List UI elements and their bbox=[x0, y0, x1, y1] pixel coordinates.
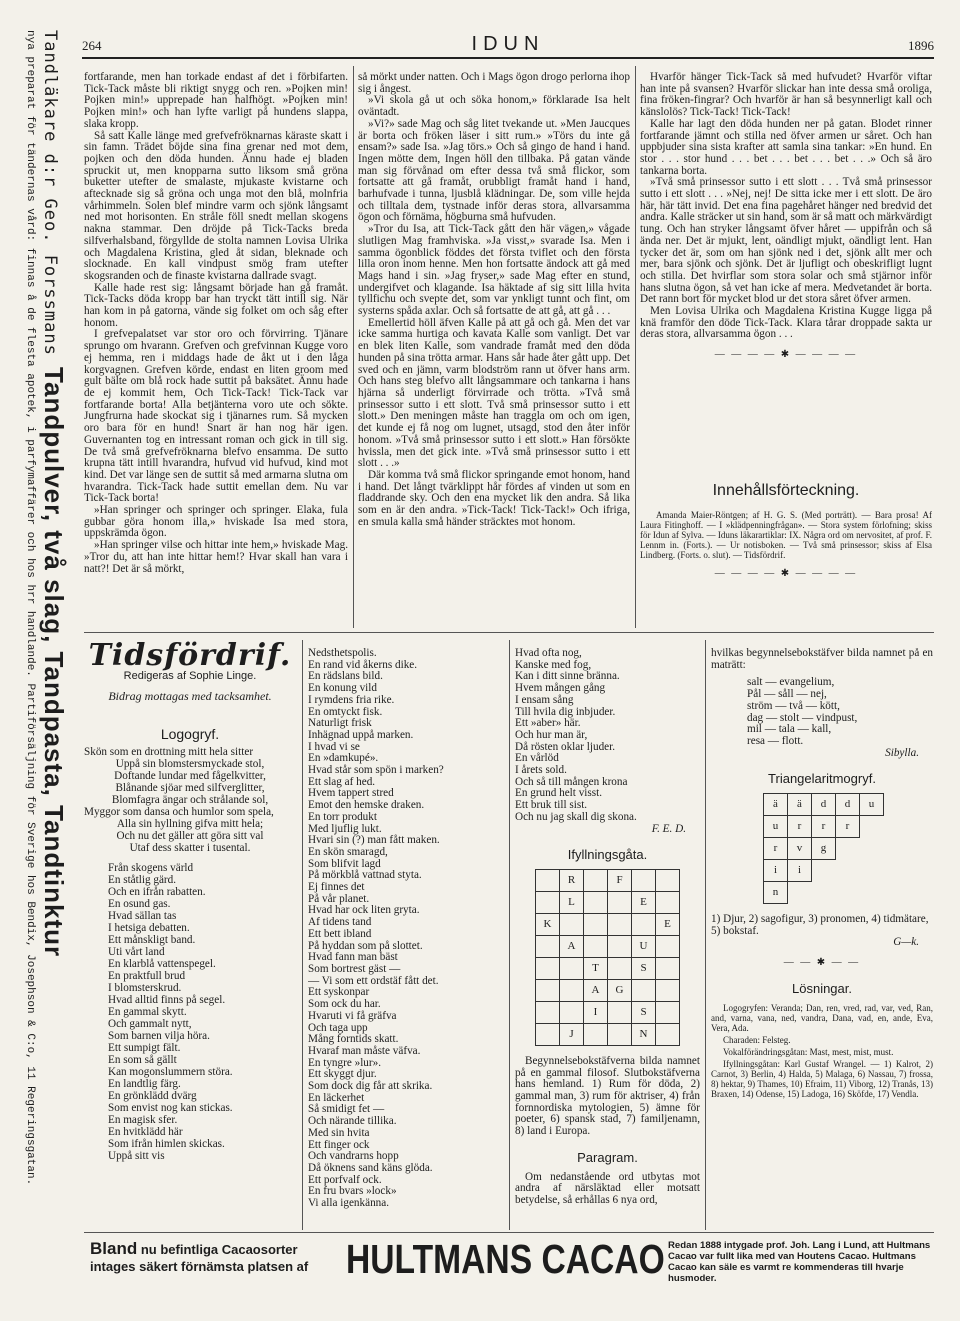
paragraph: »Två små prinsessor sutto i ett slott . . . Två små prinsessor sutto i ett slott . . . »Nej, nej! De sitta icke mer i ett slott. De äro här, här tätt invid. Det ena fina pagehåret hänger ned bredvid det andra. Kalle sträcker ut sin hand, som är så matt och märkvärdigt tung. Och han stryker långsamt öfver håret — uppifrån och så ända ner. Det är mjukt, lent, oändligt mjukt, oändligt lent. Han tycker det är, som om han sjönk ned i det, sjönk allt mer och mer, bara sjönk och sjönk. Det är ljufligt och obeskrifligt lugnt och stilla. Det hvirflar som stora solar och små stjärnor inför hans slutna ögon, så vet han icke af mera. Medvetandet är borta. Det rann bort för mycket blod ur det stora såret öfver armen. bbox=[640, 176, 932, 306]
grid-cell bbox=[656, 869, 680, 891]
page-year: 1896 bbox=[908, 38, 934, 53]
grid-row bbox=[764, 882, 884, 904]
paragraph: fortfarande, men han torkade endast af det i förbifarten. Tick-Tack måste bli riktigt snygg och ren. »Pojken min! Pojken min!» upprepade han halfhögt. »Pojken min! Pojken min!» och han lyfte varligt på hundens slappa, slaka kropp. bbox=[84, 72, 348, 130]
grid-cell: d bbox=[812, 794, 836, 816]
poem-line: Hvad står som spön i marken? bbox=[308, 764, 444, 777]
grid-row bbox=[764, 794, 884, 816]
column-rule bbox=[705, 640, 706, 1230]
poem-line: Så smidigt fet — bbox=[308, 1103, 385, 1116]
grid-cell: r bbox=[764, 838, 788, 860]
poem-line: En magisk sfer. bbox=[108, 1114, 178, 1126]
section-rule bbox=[84, 632, 934, 633]
paragraph: Kalle hade rest sig: långsamt började han gå framåt. Tick-Tacks döda kropp bar han tryckt tätt intill sig. När han kom in på gatorna, vände sig folket om och såg efter honom. bbox=[84, 281, 348, 329]
grid-row bbox=[764, 838, 884, 860]
grid-cell: N bbox=[632, 1023, 656, 1045]
poem-line: En grund helt visst. bbox=[515, 787, 603, 800]
poem-line: Som bortrest gäst — bbox=[308, 962, 401, 975]
poem-line: Hvad sällan tas bbox=[108, 910, 177, 922]
poem-line: Hvad har ock liten gryta. bbox=[308, 904, 420, 917]
cacao-ad-right: Redan 1888 intygade prof. Joh. Lang i Lund, att Hultmans Cacao var fullt lika med van Houtens Cacao. Hultmans Cacao kan säle es varmt re kommenderas till hvarje husmoder. bbox=[668, 1240, 931, 1284]
poem-line: I rymdens fria rike. bbox=[308, 693, 395, 706]
grid-cell bbox=[536, 891, 560, 913]
poem-line: Af tidens tand bbox=[308, 916, 372, 929]
word-line: ström — två — kött, bbox=[747, 699, 840, 712]
paragram-intro: hvilkas begynnelsebokstäfver bilda namnet på en maträtt: bbox=[711, 648, 933, 671]
paragraph: Men Lovisa Ulrika och Magdalena Kristina Kugge ligga på knä framför den döde Tick-Tack. Klara tårar droppade sakta ur deras stora, allvarsamma ögon . . . bbox=[640, 305, 932, 341]
poem-line: Kan i ditt sinne bränna. bbox=[515, 670, 620, 683]
paragraph: »Vi?» sade Mag och såg litet tvekande ut. »Men Jaucques är borta och fröken läser i sitt rum.» »Törs du inte gå ensam?» sade Isa. »Jag törs.» Och så gingo de hand i hand. Ingen mötte dem, Ingen höll den tillbaka. På gatan vände man sig förvånad om efter dessa två små flickor, som fortsatte att gå framåt, orubbligt framåt hand i hand, barhufvade i tunna, ljusblå klädningar. De, som ville hejda och tilltala dem, tystnade inför deras stora, allvarsamma ögon och förnäma, högburna små hufvuden. bbox=[358, 117, 630, 224]
poem-line: En fru bvars »lock» bbox=[308, 1185, 397, 1198]
poem-line: Ett månskligt band. bbox=[108, 934, 196, 946]
poem-line: Och vandrarns hopp bbox=[308, 1150, 399, 1163]
grid-cell bbox=[608, 891, 632, 913]
grid-cell bbox=[656, 891, 680, 913]
poem-line: Kan mogonslummern störa. bbox=[108, 1066, 233, 1078]
poem-line: Ett skyggt djur. bbox=[308, 1068, 377, 1081]
poem-line: Naturligt frisk bbox=[308, 717, 372, 730]
divider-ornament: — — ✱ — — bbox=[783, 957, 861, 969]
side-ad-headline: Tandläkare d:r Geo. Forssmans Tandpulver, två slag, Tandpasta, Tandtinktur bbox=[39, 30, 70, 958]
poem-line: Hvad fann man bäst bbox=[308, 951, 398, 964]
grid-cell bbox=[536, 869, 560, 891]
grid-cell bbox=[656, 957, 680, 979]
poem-line: Ett »aber» här. bbox=[515, 717, 581, 730]
poem-line: En tyngre »lur». bbox=[308, 1056, 382, 1069]
grid-cell bbox=[584, 1023, 608, 1045]
grid-cell: n bbox=[764, 882, 788, 904]
poem-line: Alla sin hyllning gifva mitt hela; bbox=[116, 818, 264, 830]
triangel-clue: 1) Djur, 2) sagofigur, 3) pronomen, 4) tidmätare, 5) bokstaf. bbox=[711, 913, 929, 937]
poem-line: Som ifrån himlen skickas. bbox=[108, 1138, 225, 1150]
grid-cell: r bbox=[788, 816, 812, 838]
grid-cell bbox=[608, 1001, 632, 1023]
poem-line: I hvad vi se bbox=[308, 740, 360, 753]
grid-cell: ä bbox=[788, 794, 812, 816]
grid-cell bbox=[608, 957, 632, 979]
paragraph: »Vi skola gå ut och söka honom,» förklarade Isa helt oväntadt. bbox=[358, 94, 630, 119]
poem-line: I årets sold. bbox=[515, 764, 567, 777]
grid-cell: u bbox=[860, 794, 884, 816]
poem-line: — Vi som ett ordstäf fått det. bbox=[308, 974, 439, 987]
column-rule bbox=[302, 640, 303, 1230]
poem-line: Och hur man är, bbox=[515, 728, 588, 741]
table-of-contents bbox=[640, 482, 932, 579]
poem-line: Och gammalt nytt, bbox=[108, 1018, 192, 1030]
grid-cell bbox=[860, 860, 884, 882]
poem-line: En rand vid åkerns dike. bbox=[308, 658, 418, 671]
grid-row bbox=[764, 860, 884, 882]
grid-cell bbox=[536, 1023, 560, 1045]
grid-cell bbox=[584, 891, 608, 913]
grid-cell: T bbox=[584, 957, 608, 979]
poem-line: Vi alla igenkänna. bbox=[308, 1197, 390, 1210]
paragraph: så mörkt under natten. Och i Mags ögon drogo perlorna ihop sig i ångest. bbox=[358, 72, 630, 95]
paragram-text: Om nedanstående ord utbytas mot andra af närsläktad eller motsatt betydelse, så erhållas 6 nya ord, bbox=[515, 1170, 700, 1206]
grid-cell bbox=[632, 869, 656, 891]
ifyllning-text: Begynnelsebokstäfverna bilda namnet på en gammal filosof. Slutbokstäfverna hans hemland. 1) Rum för döda, 2) gammal man, 3) rum för aktriser, 4) från fornnordiska mytologien, 5) ämne för poeter, 6) spansk stad, 7) familjenamn, 8) land i Europa. bbox=[515, 1054, 700, 1138]
logogryf-verses-continued bbox=[308, 648, 504, 1228]
word-line: Pål — såll — nej, bbox=[747, 688, 827, 701]
poem-line: En läckerhet bbox=[308, 1091, 365, 1104]
grid-cell bbox=[608, 935, 632, 957]
author-signature: F. E. D. bbox=[651, 822, 686, 835]
poem-line: Uppå sin blomstersmyckade stol, bbox=[115, 758, 265, 770]
poem-line: En gammal skytt. bbox=[108, 1006, 187, 1018]
grid-cell bbox=[860, 816, 884, 838]
poem-line: En ståtlig gärd. bbox=[108, 874, 177, 886]
grid-cell bbox=[860, 882, 884, 904]
grid-cell bbox=[584, 935, 608, 957]
grid-cell: E bbox=[656, 913, 680, 935]
grid-cell: i bbox=[764, 860, 788, 882]
poem-line: Kanske med fog, bbox=[515, 658, 592, 671]
grid-cell bbox=[560, 957, 584, 979]
grid-cell: ä bbox=[764, 794, 788, 816]
column-rule bbox=[509, 640, 510, 1230]
poem-line: En rädslans bild. bbox=[308, 670, 383, 683]
paragraph: »Han springer och springer och springer. Elaka, fula gubbar göra honom illa,» hviskade Isa med stora, uppskrämda ögon. bbox=[84, 504, 348, 540]
triangel-grid bbox=[763, 793, 884, 904]
poem-line: Hvari sin (?) man fått maken. bbox=[308, 834, 440, 847]
poem-line: Som ock du har. bbox=[308, 998, 381, 1011]
logogryf-verses bbox=[84, 862, 296, 1162]
logogryf-title: Logogryf. bbox=[160, 726, 220, 742]
poem-line: En skön smaragd, bbox=[308, 845, 388, 858]
poem-line: Hvaruti vi få gräfva bbox=[308, 1009, 397, 1022]
grid-cell bbox=[536, 979, 560, 1001]
grid-row bbox=[536, 1001, 680, 1023]
poem-line: Då öknens sand käns glöda. bbox=[308, 1161, 433, 1174]
grid-cell: g bbox=[812, 838, 836, 860]
grid-cell: J bbox=[560, 1023, 584, 1045]
grid-cell bbox=[632, 913, 656, 935]
section-editor: Redigeras af Sophie Linge. bbox=[123, 670, 257, 682]
poem-line: En torr produkt bbox=[308, 810, 377, 823]
tidsfordrif-section bbox=[84, 638, 296, 1162]
grid-cell: E bbox=[632, 891, 656, 913]
grid-cell: A bbox=[584, 979, 608, 1001]
paragraph: »Tror du Isa, att Tick-Tack gått den här vägen,» vågade slutligen Mag framhviska. »Ja visst,» svarade Isa. Men i samma ögonblick föddes det första tviflet och den första lilla oron inom henne. Men hon fortsatte ändock att gå med Mags hand i sin. »Jag fryser,» sade Mag efter en stund, undergifvet och klagande. Isa häktade af sig sitt lilla hvita tyllfichu och svepte det, som var ynkligt tunnt och fint, om systerns spåda axlar. Och så fortsatte de att gå, att gå . . . bbox=[358, 223, 630, 318]
poem-line: Ett slag af hed. bbox=[308, 775, 376, 788]
grid-cell: S bbox=[632, 957, 656, 979]
poem-line: Från skogens värld bbox=[108, 862, 194, 874]
grid-cell bbox=[560, 913, 584, 935]
grid-cell: A bbox=[560, 935, 584, 957]
ifyllning-title: Ifyllningsgåta. bbox=[567, 847, 648, 863]
poem-line: Som barnen vilja höra. bbox=[108, 1030, 210, 1042]
grid-cell: S bbox=[632, 1001, 656, 1023]
grid-cell bbox=[656, 1023, 680, 1045]
poem-line: Ett porfvalf ock. bbox=[308, 1173, 382, 1186]
poem-line: Som envist nog kan stickas. bbox=[108, 1102, 233, 1114]
paragraph: Kalle har lagt den döda hunden ner på gatan. Blodet rinner fortfarande jämnt och stilla ned öfver armen ur såret. Och han uppbjuder sina sista krafter att samla sina tankar: »En hund. En stor . . . stor hund . . . bet . . . bet . . . bet . . .» Och så äro tankarna borta. bbox=[640, 117, 932, 177]
grid-cell bbox=[656, 935, 680, 957]
logogryf-intro-poem bbox=[84, 746, 296, 854]
poem-line: Doftande lundar med fågelkvitter, bbox=[114, 770, 266, 782]
poem-line: Blomfagra ängar och strålande sol, bbox=[111, 794, 269, 806]
grid-cell: i bbox=[788, 860, 812, 882]
poem-line: Mång forntids skatt. bbox=[308, 1033, 399, 1046]
section-rule bbox=[84, 1232, 934, 1233]
grid-row bbox=[536, 913, 680, 935]
poem-line: Myggor som dansa och humlor som spela, bbox=[84, 806, 274, 818]
poem-line: I blomsterskrud. bbox=[108, 982, 182, 994]
poem-line: Hvem tappert stred bbox=[308, 787, 394, 800]
poem-line: Ett finger ock bbox=[308, 1138, 370, 1151]
poem-line: Ett bett ibland bbox=[308, 927, 372, 940]
puzzle-column bbox=[515, 648, 700, 1228]
poem-line: Uppå sitt vis bbox=[108, 1150, 165, 1162]
bottom-advertisement bbox=[84, 1236, 936, 1284]
article-column-1 bbox=[84, 72, 348, 627]
poem-line: På hyddan som på slottet. bbox=[308, 939, 423, 952]
side-ad-subline: nya preparat för tändernas vård: finnas å de flesta apotek, i parfymaffärer och hos hrr handlande. Partiförsäljning för Sverige hos Bendix, Josephson & C:o, 11 Regeringsgatan. bbox=[24, 30, 37, 1186]
poem-line: På vår planet. bbox=[308, 892, 370, 905]
word-line: mil — tala — kall, bbox=[747, 723, 832, 736]
solution-item: Charaden: Felsteg. bbox=[723, 1034, 791, 1045]
puzzle-column-right bbox=[711, 648, 933, 1228]
column-rule bbox=[635, 66, 636, 628]
grid-cell bbox=[860, 838, 884, 860]
poem-line: I hetsiga debatten. bbox=[108, 922, 190, 934]
triangel-title: Triangelaritmogryf. bbox=[768, 771, 876, 787]
grid-cell: F bbox=[608, 869, 632, 891]
poem-line: Ett sumpigt fält. bbox=[108, 1042, 181, 1054]
word-line: resa — flott. bbox=[747, 734, 804, 747]
poem-line: Som dock dig får att skrika. bbox=[308, 1080, 433, 1093]
grid-cell bbox=[836, 882, 860, 904]
author-signature: G—k. bbox=[893, 936, 919, 949]
poem-line: Som blifvit lagd bbox=[308, 857, 381, 870]
poem-line: Emot den hemske draken. bbox=[308, 799, 425, 812]
grid-cell: u bbox=[764, 816, 788, 838]
poem-line: Inhägnad uppå marken. bbox=[308, 728, 414, 741]
poem-line: Hvaraf man måste väfva. bbox=[308, 1044, 421, 1057]
grid-cell: K bbox=[536, 913, 560, 935]
poem-line: En konung vild bbox=[308, 682, 377, 695]
poem-line: Blånande sjöar med silfverglitter, bbox=[115, 782, 265, 794]
poem-line: Då rösten oklar ljuder. bbox=[515, 740, 616, 753]
article-column-2 bbox=[358, 72, 630, 627]
poem-line: En grönklädd dvärg bbox=[108, 1090, 197, 1102]
paragraph: I grefvepalatset var stor oro och förvirring. Tjänare sprungo om hvarann. Grefven och grefvinnan Kugge voro ej hemma, ren i middags hade de åkt ut i den låga korgvagnen. Grefven körde, endast en liten groom med gult bälte om blå rock hade suttit på baksätet. Ännu hade de ej kommit hem, Och Tick-Tack! Tick-Tack var fortfarande borta! Alla betjänterna voro ute och sökte. Jungfrurna hade skockat sig i tjänarnes rum. Så mycken oro bara för en hund! Snart är han nog här igen. Guvernanten tog en intressant roman och gick in till sig. De två små grefvefröknarna blefvo ensamma. De sutto krupna tätt intill hvarandra, hufvud vid hufvud, kind mot kind. Det var länge sen de suttit så med armarna slutna om hvarandra. Tick-Tack hade suttit emellan dem. Nu var Tick-Tack borta! bbox=[84, 328, 348, 505]
grid-cell: d bbox=[836, 794, 860, 816]
divider-ornament: — — — — ✱ — — — — bbox=[714, 568, 858, 579]
paragraph: Där komma två små flickor springande emot honom, hand i hand. Det långt tvärklippt hår fördes af vinden ut som en fladdrande sky. Och den ena mycket lik den andra. Så lika som en är den andra. »Tick-Tack! Tick-Tack!» Och ifriga, en smula kalla små händer sträcktes mot honom. bbox=[358, 468, 630, 528]
grid-cell bbox=[788, 882, 812, 904]
grid-cell: v bbox=[788, 838, 812, 860]
grid-cell bbox=[560, 1001, 584, 1023]
poem-line: Och taga upp bbox=[308, 1021, 368, 1034]
word-line: salt — evangelium, bbox=[747, 676, 835, 689]
paragraph: »Han springer vilse och hittar inte hem,» hviskade Mag. »Tror du, att han inte hittar hem!? Hvar skall han vara i natt?! Det är så mörkt, bbox=[84, 539, 348, 575]
poem-line: Hvem mången gång bbox=[515, 682, 606, 695]
grid-row bbox=[536, 957, 680, 979]
cacao-ad-brand: HULTMANS CACAO bbox=[346, 1236, 665, 1282]
toc-title: Innehållsförteckning. bbox=[712, 482, 860, 499]
author-signature: Sibylla. bbox=[885, 746, 919, 759]
paragram-title: Paragram. bbox=[577, 1149, 638, 1165]
grid-cell bbox=[836, 860, 860, 882]
section-title: Tidsfördrif. bbox=[88, 638, 292, 673]
divider-ornament: — — — — ✱ — — — — bbox=[714, 349, 858, 361]
grid-cell bbox=[536, 935, 560, 957]
grid-row bbox=[536, 869, 680, 891]
poem-line: Och nu jag skall dig skona. bbox=[515, 810, 637, 823]
poem-line: Och en ifrån rabatten. bbox=[108, 886, 206, 898]
grid-cell: R bbox=[560, 869, 584, 891]
grid-cell bbox=[608, 1023, 632, 1045]
poem-line: En omtyckt fisk. bbox=[308, 705, 383, 718]
grid-cell: I bbox=[584, 1001, 608, 1023]
poem-line: Skön som en drottning mitt hela sitter bbox=[84, 746, 254, 758]
grid-cell: U bbox=[632, 935, 656, 957]
page-header bbox=[82, 35, 934, 59]
solution-item: Ifyllningsgåtan: Karl Gustaf Wrangel. — 1) Kalrot, 2) Carnot, 3) Berlin, 4) Halda, 5) Malaga, 6) Nassau, 7) frossa, 8) hektar, 9) Thames, 10) Efraim, 11) Viborg, 12) Tranås, 13) Braxen, 14) Odense, 15) Ladoga, 16) Sköfde, 17) Vendla. bbox=[711, 1058, 933, 1099]
grid-cell bbox=[836, 838, 860, 860]
poem-line: Hvad ofta nog, bbox=[515, 648, 582, 659]
grid-row bbox=[536, 935, 680, 957]
poem-line: Med sin hvita bbox=[308, 1126, 370, 1139]
poem-line: Hvad alltid finns på segel. bbox=[108, 994, 226, 1006]
toc-entry: Amanda Maier-Röntgen; af H. G. S. (Med porträtt). — Bara prosa! Af Laura Fitinghoff. — I »klädpenningfrågan». — Stora system förlofning; skiss för Idun af Sylva. — Iduns läkarartiklar: IX. Några ord om nervositet, af prof. F. Lennm in. (Forts.). — Ur notisboken. — Två små prinsessor; skiss af Elsa Lindberg. (Forts. o. slut). — Tidsfördrif. bbox=[640, 510, 932, 560]
poem-line: Ej finnes det bbox=[308, 881, 365, 894]
grid-cell: L bbox=[560, 891, 584, 913]
poem-line: Uti vårt land bbox=[108, 946, 165, 958]
logogryf-verses-end bbox=[515, 648, 700, 824]
grid-row bbox=[536, 891, 680, 913]
grid-cell bbox=[584, 869, 608, 891]
poem-line: En hvitklädd här bbox=[108, 1126, 183, 1138]
poem-line: En som så gällt bbox=[108, 1054, 177, 1066]
grid-cell bbox=[584, 913, 608, 935]
poem-line: Med ljuflig lukt. bbox=[308, 822, 382, 835]
solution-item: Vokalförändringsgåtan: Mast, mest, mist, must. bbox=[723, 1046, 894, 1057]
poem-line: Och nu det gäller att göra sitt val bbox=[116, 830, 264, 842]
losningar-title: Lösningar. bbox=[792, 980, 852, 996]
poem-line: En osund gas. bbox=[108, 898, 171, 910]
poem-line: I ensam sång bbox=[515, 693, 574, 706]
section-contrib-note: Bidrag mottagas med tacksamhet. bbox=[108, 689, 272, 703]
cacao-ad-left: Bland nu befintliga Cacaosorter intages säkert förnämsta platsen af bbox=[90, 1239, 309, 1274]
word-line: dag — stolt — vindpust, bbox=[747, 711, 858, 724]
poem-line: Utaf dess skatter i tusental. bbox=[129, 842, 251, 854]
grid-cell bbox=[536, 1001, 560, 1023]
ifyllning-grid bbox=[535, 869, 680, 1046]
paragraph: Så satt Kalle länge med grefvefröknarnas käraste skatt i sin famn. Trädet böjde sina fina grenar ned mot dem, pojken och den döda hunden. Ännu hade ej bladen spruckit ut, men knopparna sutto liksom små gröna buketter utefter de smalaste, mjukaste kvistarne och aftecknade sig så gröna och unga mot den blå, molnfria vårhimmeln. Solen blef mindre varm och sjönk långsamt ned mot horisonten. En stråle föll snedt mellan skogens nakna stammar. Den dröjde på Tick-Tacks breda silfverhalsband, förgyllde de stolta namnen Lovisa Ulrika och Magdalena Kristina, gled åt sidan, bleknade och slocknade. En kall vindpust smög fram utefter skogsranden och de finaste kvistarna dallrade svagt. bbox=[84, 129, 348, 282]
poem-line: På mörkblå vattnad styta. bbox=[308, 869, 422, 882]
grid-cell: r bbox=[812, 816, 836, 838]
grid-cell: G bbox=[608, 979, 632, 1001]
grid-cell bbox=[812, 882, 836, 904]
paragraph: Emellertid höll äfven Kalle på att gå och gå. Men det var icke samma hurtiga och kavata Kalle som vanligt. Det var en blek liten Kalle, som vandrade framåt med den döda hunden på sina trötta armar. Hans sår hade åter gått upp. Det sved och en jämn, varm blodström rann ut öfver hans arm. Och hans steg blefvo allt långsammare och tankarna i hans hjärna så underligt förvirrade och trötta. »Två små prinsessor sutto i ett slott. Två små prinsessor sutto i ett slott.» Den meningen måste han traggla om och om igen, det kunde ej få nog om lugnet, utsagd, stod den åter inför honom. »Två små prinsessor sutto i ett slott.» Han försökte hvissla, men det gick inte. »Två små prinsessor sutto i ett slott . . .» bbox=[358, 316, 630, 470]
poem-line: Och så till mången krona bbox=[515, 775, 628, 788]
grid-cell bbox=[560, 979, 584, 1001]
poem-line: En landtlig färg. bbox=[108, 1078, 181, 1090]
page-number: 264 bbox=[82, 38, 102, 53]
poem-line: En vårlöd bbox=[515, 752, 559, 765]
side-advertisement bbox=[14, 30, 80, 1280]
grid-cell: r bbox=[836, 816, 860, 838]
poem-line: Till hvila dig inbjuder. bbox=[515, 705, 616, 718]
masthead: IDUN bbox=[471, 33, 545, 55]
poem-line: Ett syskonpar bbox=[308, 986, 370, 999]
poem-line: Nedsthetspolis. bbox=[308, 648, 377, 659]
column-rule bbox=[353, 66, 354, 628]
paragram-words bbox=[711, 677, 933, 747]
grid-row bbox=[536, 979, 680, 1001]
grid-cell bbox=[656, 1001, 680, 1023]
poem-line: En klarblå vattenspegel. bbox=[108, 958, 216, 970]
poem-line: En praktfull brud bbox=[108, 970, 186, 982]
paragraph: Hvarför hänger Tick-Tack så med hufvudet? Hvarför viftar han inte på svansen? Hvarför slickar han inte dessa små oroliga, fina fröken-fingrar? Och hvarför är han så besynnerligt kall och känslolös? Tick-Tack! Tick-Tack! bbox=[640, 72, 932, 119]
grid-cell bbox=[608, 913, 632, 935]
poem-line: Och närande tillika. bbox=[308, 1115, 397, 1128]
solutions-list bbox=[711, 1003, 933, 1099]
grid-row bbox=[536, 1023, 680, 1045]
grid-row bbox=[764, 816, 884, 838]
grid-cell bbox=[536, 957, 560, 979]
poem-line: En »damkupé». bbox=[308, 752, 379, 765]
grid-cell bbox=[656, 979, 680, 1001]
grid-cell bbox=[812, 860, 836, 882]
article-column-3 bbox=[640, 72, 932, 442]
poem-line: Ett bruk till sist. bbox=[515, 799, 588, 812]
grid-cell bbox=[632, 979, 656, 1001]
solution-item: Logogryfen: Veranda; Dan, ren, vred, rad, var, ved, Ran, and, varna, vana, ned, vandra, Dana, vad, en, ande, Eva, Vera, Ada. bbox=[711, 1002, 933, 1033]
